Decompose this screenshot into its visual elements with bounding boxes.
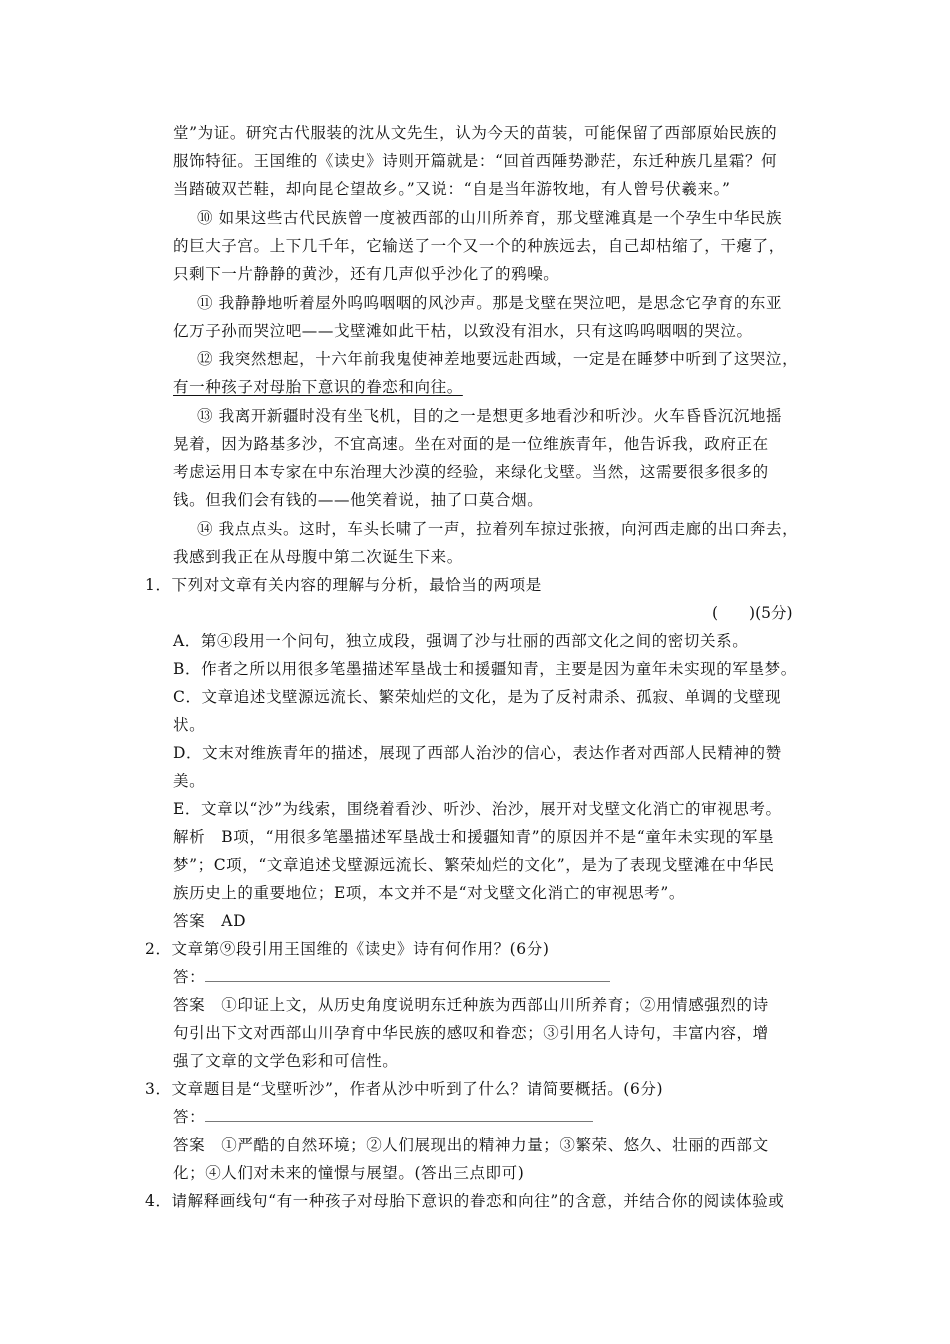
paragraph-14-line: ⑭ 我点点头。这时，车头长啸了一声，拉着列车掠过张掖，向河西走廊的出口奔去， [197, 520, 799, 538]
underlined-sentence: 有一种孩子对母胎下意识的眷恋和向往。 [173, 378, 463, 396]
paragraph-13-line: 钱。但我们会有钱的——他笑着说，抽了口莫合烟。 [173, 491, 544, 509]
answer-line [205, 1107, 593, 1122]
text-line: 堂”为证。研究古代服装的沈从文先生，认为今天的苗装，可能保留了西部原始民族的 [173, 124, 778, 142]
option-d-cont: 美。 [173, 772, 206, 790]
paragraph-11-line: ⑪ 我静静地听着屋外呜呜咽咽的风沙声。那是戈壁在哭泣吧，是思念它孕育的东亚 [197, 294, 783, 312]
question-3-answer: 化；④人们对未来的憧憬与展望。(答出三点即可) [173, 1164, 525, 1182]
question-2-answer: 答案 ①印证上文，从历史角度说明东迁种族为西部山川所养育；②用情感强烈的诗 [173, 996, 769, 1014]
analysis-line: 解析 B项，“用很多笔墨描述军垦战士和援疆知青”的原因并不是“童年未实现的军垦 [173, 828, 775, 846]
question-4-stem: 4．请解释画线句“有一种孩子对母胎下意识的眷恋和向往”的含意，并结合你的阅读体验或 [145, 1192, 785, 1210]
question-2-stem: 2．文章第⑨段引用王国维的《读史》诗有何作用？(6分) [145, 940, 550, 958]
paragraph-10-line: 只剩下一片静静的黄沙，还有几声似乎沙化了的鸦噪。 [173, 265, 560, 283]
paragraph-13-line: ⑬ 我离开新疆时没有坐飞机，目的之一是想更多地看沙和听沙。火车昏昏沉沉地摇 [197, 407, 783, 425]
option-c-cont: 状。 [173, 716, 206, 734]
option-c: C．文章追述戈壁源远流长、繁荣灿烂的文化，是为了反衬肃杀、孤寂、单调的戈壁现 [173, 688, 782, 706]
paragraph-10-line: ⑩ 如果这些古代民族曾一度被西部的山川所养育，那戈壁滩真是一个孕生中华民族 [197, 209, 783, 227]
question-3-stem: 3．文章题目是“戈壁听沙”，作者从沙中听到了什么？请简要概括。(6分) [145, 1080, 664, 1098]
answer-line [205, 967, 610, 982]
question-1-answer: 答案 AD [173, 912, 247, 930]
paragraph-11-line: 亿万子孙而哭泣吧——戈壁滩如此干枯，以致没有泪水，只有这呜呜咽咽的哭泣。 [173, 322, 753, 340]
answer-label: 答： [173, 1108, 206, 1126]
question-2-answer: 句引出下文对西部山川孕育中华民族的感叹和眷恋；③引用名人诗句，丰富内容，增 [173, 1024, 769, 1042]
paragraph-12-line: ⑫ 我突然想起，十六年前我鬼使神差地要远赴西域，一定是在睡梦中听到了这哭泣， [197, 350, 799, 368]
option-d: D．文末对维族青年的描述，展现了西部人治沙的信心，表达作者对西部人民精神的赞 [173, 744, 782, 762]
paragraph-13-line: 晃着，因为路基多沙，不宜高速。坐在对面的是一位维族青年，他告诉我，政府正在 [173, 435, 769, 453]
text-line: 服饰特征。王国维的《读史》诗则开篇就是：“回首西陲势渺茫，东迁种族几星霜？何 [173, 152, 778, 170]
question-1-stem: 1．下列对文章有关内容的理解与分析，最恰当的两项是 [145, 576, 542, 594]
question-1-score: ( )(5分) [712, 604, 793, 622]
text-line: 当踏破双芒鞋，却向昆仑望故乡。”又说：“自是当年游牧地，有人曾号伏羲来。” [173, 180, 731, 198]
paragraph-10-line: 的巨大子宫。上下几千年，它输送了一个又一个的种族远去，自己却枯缩了，干瘪了， [173, 237, 785, 255]
paragraph-13-line: 考虑运用日本专家在中东治理大沙漠的经验，来绿化戈壁。当然，这需要很多很多的 [173, 463, 769, 481]
question-2-answer: 强了文章的文学色彩和可信性。 [173, 1052, 399, 1070]
option-a: A．第④段用一个问句，独立成段，强调了沙与壮丽的西部文化之间的密切关系。 [173, 632, 749, 650]
analysis-line: 族历史上的重要地位；E项，本文并不是“对戈壁文化消亡的审视思考”。 [173, 884, 685, 902]
option-b: B．作者之所以用很多笔墨描述军垦战士和援疆知青，主要是因为童年未实现的军垦梦。 [173, 660, 797, 678]
analysis-line: 梦”；C项，“文章追述戈壁源远流长、繁荣灿烂的文化”，是为了表现戈壁滩在中华民 [173, 856, 775, 874]
answer-label: 答： [173, 968, 206, 986]
paragraph-14-line: 我感到我正在从母腹中第二次诞生下来。 [173, 548, 463, 566]
question-3-answer-blank [173, 1103, 593, 1131]
option-e: E．文章以“沙”为线索，围绕着看沙、听沙、治沙，展开对戈壁文化消亡的审视思考。 [173, 800, 782, 818]
question-3-answer: 答案 ①严酷的自然环境；②人们展现出的精神力量；③繁荣、悠久、壮丽的西部文 [173, 1136, 769, 1154]
question-2-answer-blank [173, 963, 610, 991]
